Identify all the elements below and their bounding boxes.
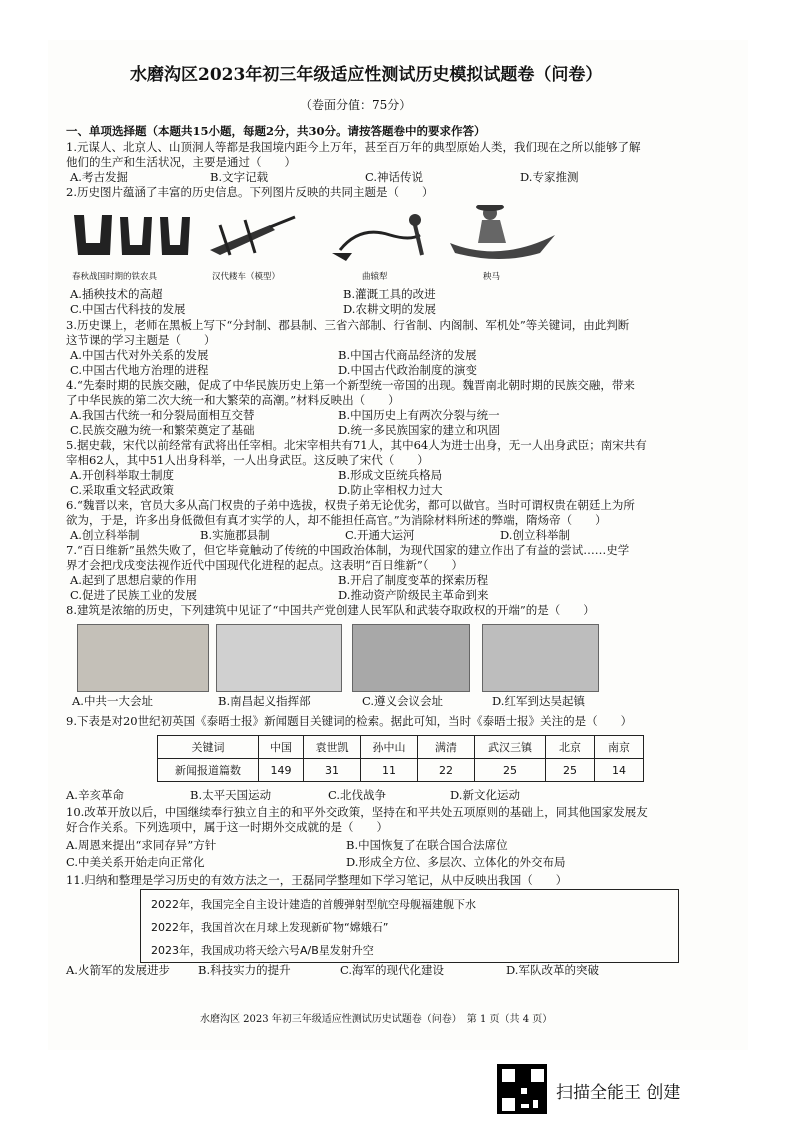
q11-option-c: C.海军的现代化建设 [340, 963, 445, 977]
q6-option-d: D.创立科举制 [500, 528, 570, 542]
table-cell: 25 [475, 759, 546, 782]
score-note: （卷面分值：75分） [300, 98, 412, 112]
note-line-1: 2022年，我国完全自主设计建造的首艘弹射型航空母舰福建舰下水 [151, 898, 476, 911]
q5-option-b: B.形成文臣统兵格局 [338, 468, 443, 482]
q3-option-a: A.中国古代对外关系的发展 [70, 348, 209, 362]
q8-option-b: B.南昌起义指挥部 [218, 694, 311, 708]
q3-option-d: D.中国古代政治制度的演变 [338, 363, 477, 377]
q6-option-c: C.开通大运河 [345, 528, 415, 542]
q11-stem: 11.归纳和整理是学习历史的有效方法之一，王磊同学整理如下学习笔记，从中反映出我国（ ） [66, 873, 568, 887]
table-cell: 北京 [546, 736, 595, 759]
q4-option-c: C.民族交融为统一和繁荣奠定了基础 [70, 423, 255, 437]
note-line-3: 2023年，我国成功将天绘六号A/B星发射升空 [151, 944, 374, 957]
page-footer: 水磨沟区 2023 年初三年级适应性测试历史试题卷（问卷） 第 1 页（共 4 页） [200, 1014, 553, 1025]
curved-plow-drawing [332, 214, 422, 261]
site-photo-zunyi [352, 624, 470, 692]
q7-option-b: B.开启了制度变革的探索历程 [338, 573, 489, 587]
study-notes-box [140, 889, 679, 963]
q2-stem: 2.历史图片蕴涵了丰富的历史信息。下列图片反映的共同主题是（ ） [66, 185, 434, 199]
section-heading: 一、单项选择题（本题共15小题，每题2分，共30分。请按答题卷中的要求作答） [66, 124, 486, 138]
q11-option-d: D.军队改革的突破 [506, 963, 599, 977]
q2-caption-3: 曲辕犁 [362, 272, 388, 282]
seed-drill-drawing [210, 217, 295, 255]
q5-option-c: C.采取重文轻武政策 [70, 483, 175, 497]
q9-option-a: A.辛亥革命 [66, 788, 124, 802]
q1-option-d: D.专家推测 [520, 170, 579, 184]
table-cell: 满清 [418, 736, 475, 759]
table-cell: 武汉三镇 [475, 736, 546, 759]
q4-option-b: B.中国历史上有两次分裂与统一 [338, 408, 500, 422]
table-cell: 149 [259, 759, 304, 782]
q2-caption-2: 汉代耧车（模型） [212, 272, 281, 282]
q6-option-a: A.创立科举制 [70, 528, 140, 542]
table-cell: 14 [595, 759, 644, 782]
q2-caption-1: 春秋战国时期的铁农具 [72, 272, 158, 282]
table-cell: 22 [418, 759, 475, 782]
rice-seedling-boat-drawing [450, 205, 555, 259]
q11-option-b: B.科技实力的提升 [198, 963, 291, 977]
qr-code-icon [497, 1064, 547, 1114]
q3-option-c: C.中国古代地方治理的进程 [70, 363, 209, 377]
q2-option-c: C.中国古代科技的发展 [70, 302, 186, 316]
q1-stem-2: 他们的生产和生活状况，主要是通过（ ） [66, 155, 296, 169]
table-cell: 25 [546, 759, 595, 782]
q5-option-a: A.开创科举取士制度 [70, 468, 174, 482]
table-cell: 袁世凯 [304, 736, 361, 759]
q2-farming-tools-illustration [70, 205, 560, 265]
scanner-watermark: 扫描全能王 创建 [556, 1083, 681, 1103]
q5-stem-1: 5.据史载，宋代以前经常有武将出任宰相。北宋宰相共有71人，其中64人为进士出身，无一人出身武臣；南宋共有 [66, 438, 647, 452]
table-cell: 31 [304, 759, 361, 782]
q11-option-a: A.火箭军的发展进步 [66, 963, 170, 977]
q4-stem-2: 了中华民族的第二次大统一和大繁荣的高潮。”材料反映出（ ） [66, 393, 400, 407]
table-cell: 11 [361, 759, 418, 782]
q10-option-b: B.中国恢复了在联合国合法席位 [346, 838, 508, 852]
keyword-table [157, 735, 644, 782]
table-cell: 孙中山 [361, 736, 418, 759]
q2-option-d: D.农耕文明的发展 [343, 302, 436, 316]
q9-option-d: D.新文化运动 [450, 788, 520, 802]
q7-stem-1: 7.“百日维新”虽然失败了，但它毕竟触动了传统的中国政治体制，为现代国家的建立作出了有益的尝试……史学 [66, 543, 630, 557]
q5-stem-2: 宰相62人，其中51人出身科举，一人出身武臣。这反映了宋代（ ） [66, 453, 429, 467]
q1-option-c: C.神话传说 [365, 170, 424, 184]
q7-option-a: A.起到了思想启蒙的作用 [70, 573, 197, 587]
page-title: 水磨沟区2023年初三年级适应性测试历史模拟试题卷（问卷） [130, 65, 603, 85]
q10-option-d: D.形成全方位、多层次、立体化的外交布局 [346, 855, 566, 869]
q8-option-a: A.中共一大会址 [72, 694, 153, 708]
table-cell: 南京 [595, 736, 644, 759]
q1-stem-1: 1.元谋人、北京人、山顶洞人等都是我国境内距今上万年，甚至百万年的典型原始人类，我们现在之所以能够了解 [66, 140, 641, 154]
table-row [158, 759, 644, 782]
q8-option-c: C.遵义会议会址 [362, 694, 444, 708]
q9-option-c: C.北伐战争 [328, 788, 387, 802]
q10-option-a: A.周恩来提出“求同存异”方针 [66, 838, 217, 852]
q3-stem-1: 3.历史课上，老师在黑板上写下“分封制、郡县制、三省六部制、行省制、内阁制、军机处”等关键词，由此判断 [66, 318, 630, 332]
q8-option-d: D.红军到达吴起镇 [492, 694, 585, 708]
q8-stem: 8.建筑是浓缩的历史，下列建筑中见证了“中国共产党创建人民军队和武装夺取政权的开端”的是（ ） [66, 603, 595, 617]
iron-tools-drawing [74, 215, 190, 255]
q5-option-d: D.防止宰相权力过大 [338, 483, 443, 497]
q1-option-b: B.文字记载 [210, 170, 269, 184]
q9-option-b: B.太平天国运动 [190, 788, 272, 802]
q6-option-b: B.实施郡县制 [200, 528, 270, 542]
q2-caption-4: 秧马 [483, 272, 501, 282]
q7-stem-2: 界才会把戊戌变法视作近代中国现代化进程的起点。这表明“百日维新”（ ） [66, 558, 464, 572]
table-cell: 关键词 [158, 736, 259, 759]
q4-stem-1: 4.“先秦时期的民族交融，促成了中华民族历史上第一个新型统一帝国的出现。魏晋南北朝时期的民族交融，带来 [66, 378, 635, 392]
table-header-row [158, 736, 644, 759]
q6-stem-2: 欲为，于是，许多出身低微但有真才实学的人，却不能担任高官。”为消除材料所述的弊端，隋炀帝（ ） [66, 513, 607, 527]
q6-stem-1: 6.“魏晋以来，官员大多从高门权贵的子弟中选拔，权贵子弟无论优劣，都可以做官。当时可谓权贵在朝廷上为所 [66, 498, 635, 512]
site-photo-first-congress [77, 624, 209, 692]
q10-option-c: C.中美关系开始走向正常化 [66, 855, 205, 869]
table-cell: 新闻报道篇数 [158, 759, 259, 782]
q1-option-a: A.考古发掘 [70, 170, 128, 184]
q10-stem-1: 10.改革开放以后，中国继续奉行独立自主的和平外交政策，坚持在和平共处五项原则的基础上，同其他国家发展友 [66, 805, 648, 819]
q2-option-a: A.插秧技术的高超 [70, 287, 163, 301]
q4-option-a: A.我国古代统一和分裂局面相互交替 [70, 408, 255, 422]
q4-option-d: D.统一多民族国家的建立和巩固 [338, 423, 500, 437]
note-line-2: 2022年，我国首次在月球上发现新矿物“嫦娥石” [151, 921, 389, 934]
table-cell: 中国 [259, 736, 304, 759]
q7-option-c: C.促进了民族工业的发展 [70, 588, 198, 602]
q9-stem: 9.下表是对20世纪初英国《泰晤士报》新闻题目关键词的检索。据此可知，当时《泰晤士报》关注的是（ ） [66, 714, 633, 728]
site-photo-nanchang [216, 624, 342, 692]
site-photo-wuqi [482, 624, 599, 692]
q10-stem-2: 好合作关系。下列选项中，属于这一时期外交成就的是（ ） [66, 820, 388, 834]
q3-option-b: B.中国古代商品经济的发展 [338, 348, 477, 362]
q3-stem-2: 这节课的学习主题是（ ） [66, 333, 216, 347]
q7-option-d: D.推动资产阶级民主革命到来 [338, 588, 489, 602]
q2-option-b: B.灌溉工具的改进 [343, 287, 436, 301]
